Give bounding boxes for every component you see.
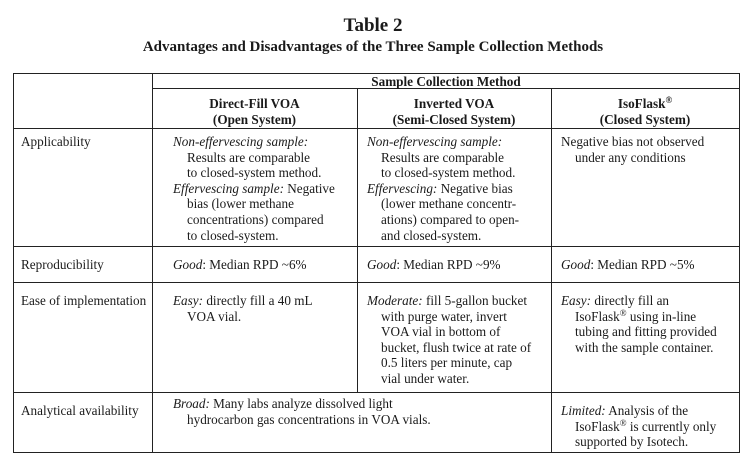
cell-applicability-isoflask: Negative bias not observed under any conditions: [561, 134, 705, 165]
rule-left: [13, 73, 14, 453]
rule-header: [13, 128, 740, 129]
cell-applicability-direct-fill: Non-effervescing sample: Results are comparable to closed-system method. Effervescing sample: Negative bias (lower methane concentrations) compared to closed-system.: [173, 134, 335, 243]
column-header-subtitle: (Semi-Closed System): [392, 111, 516, 127]
cell-reproducibility-inverted: Good: Median RPD ~9%: [367, 257, 501, 272]
registered-mark: ®: [619, 417, 627, 428]
row-label-reproducibility: Reproducibility: [21, 257, 104, 272]
cell-ease-direct-fill: Easy: directly fill a 40 mL VOA vial.: [173, 293, 313, 324]
row-label-availability: Analytical availability: [21, 403, 139, 418]
registered-mark: ®: [619, 307, 627, 318]
row-label-applicability: Applicability: [21, 134, 91, 149]
registered-mark: ®: [665, 95, 673, 105]
cell-availability-direct-and-inverted: Broad: Many labs analyze dissolved light hydrocarbon gas concentrations in VOA vials.: [173, 396, 431, 427]
rule-right: [739, 73, 740, 453]
rule-col3: [551, 88, 552, 453]
table-title: Table 2: [343, 15, 403, 36]
column-header-title: IsoFlask®: [617, 95, 673, 111]
rule-row1: [13, 246, 740, 247]
cell-reproducibility-direct-fill: Good: Median RPD ~6%: [173, 257, 307, 272]
cell-applicability-inverted: Non-effervescing sample: Results are comparable to closed-system method. Effervescing: Negative bias (lower methane concentr- ations) compared to open- and closed-system.: [367, 134, 520, 243]
cell-reproducibility-isoflask: Good: Median RPD ~5%: [561, 257, 695, 272]
column-header-title: Direct-Fill VOA: [209, 96, 300, 111]
group-header: Sample Collection Method: [371, 74, 521, 89]
rule-row2: [13, 282, 740, 283]
row-label-ease: Ease of implementation: [21, 293, 147, 308]
column-header-subtitle: (Open System): [212, 111, 297, 127]
rule-col2: [357, 88, 358, 393]
cell-ease-isoflask: Easy: directly fill an IsoFlask® using in-line tubing and fitting provided with the sample container.: [561, 293, 717, 355]
rule-bottom: [13, 452, 740, 453]
cell-availability-isoflask: Limited: Analysis of the IsoFlask® is currently only supported by Isotech.: [561, 403, 717, 450]
rule-row3: [13, 392, 740, 393]
column-header-subtitle: (Closed System): [599, 111, 691, 127]
table-subtitle: Advantages and Disadvantages of the Three Sample Collection Methods: [142, 39, 604, 55]
column-header-title: Inverted VOA: [413, 96, 495, 111]
cell-ease-inverted: Moderate: fill 5-gallon bucket with purge water, invert VOA vial in bottom of bucket, flush twice at rate of 0.5 liters per minute, cap vial under water.: [367, 293, 532, 386]
rule-col1: [152, 73, 153, 453]
column-header-direct-fill: [152, 96, 357, 127]
column-header-isoflask: [551, 96, 739, 127]
column-header-inverted: [357, 96, 551, 127]
